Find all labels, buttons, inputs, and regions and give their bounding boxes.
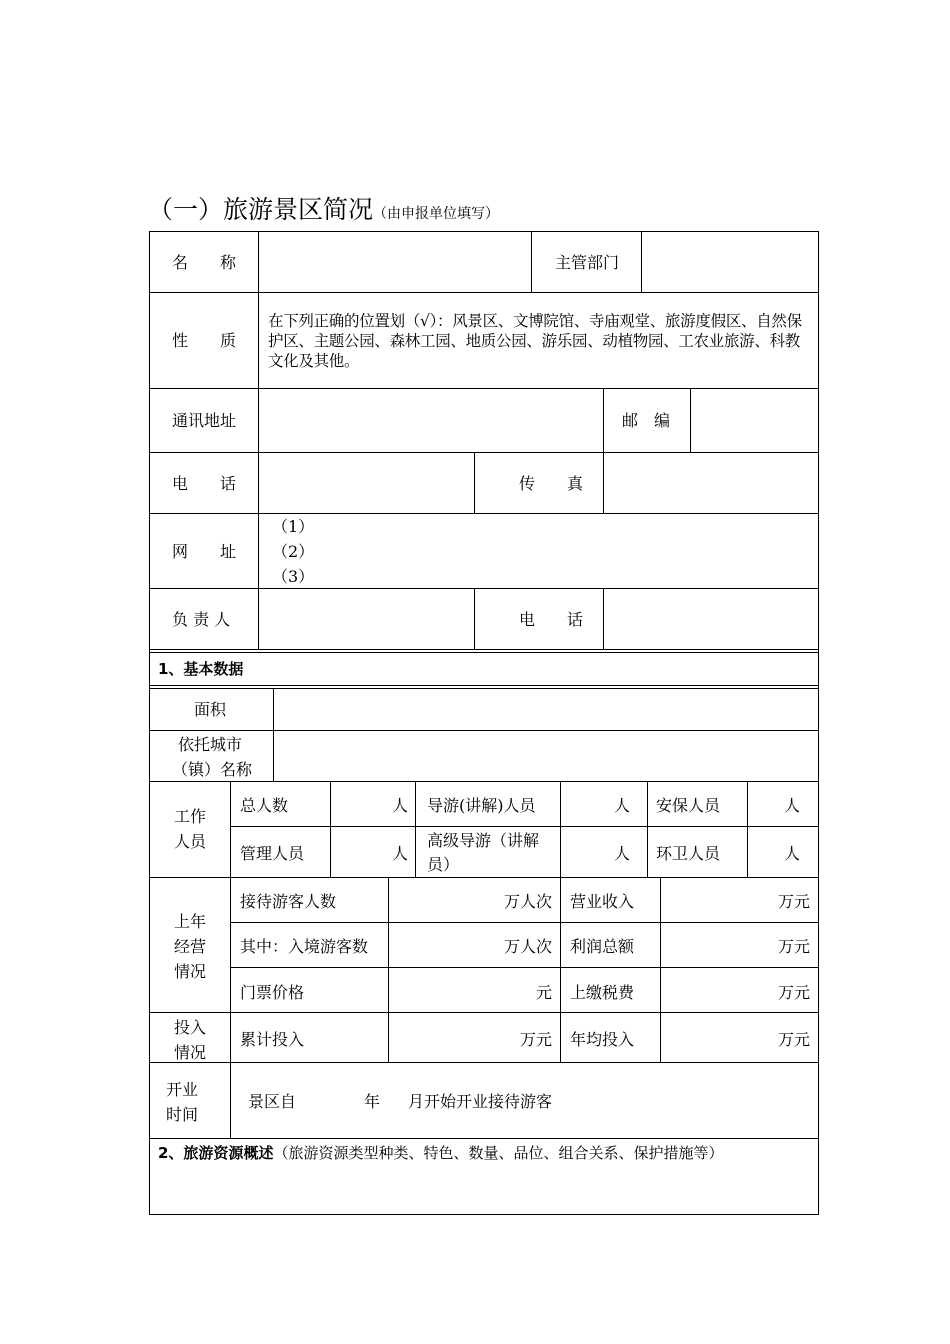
title-main: （一）旅游景区简况 (148, 195, 374, 224)
staff-label-line2: 人员 (174, 832, 207, 851)
table-rule-horizontal (150, 652, 818, 653)
table-rule-horizontal (150, 292, 818, 293)
title-note: （由申报单位填写） (373, 206, 500, 222)
nature-label: 性 质 (172, 331, 237, 350)
manager-label: 负 责 人 (172, 610, 231, 629)
name-label: 名 称 (172, 253, 237, 272)
fax-field[interactable] (608, 456, 814, 509)
table-rule-horizontal (150, 688, 818, 689)
table-rule-horizontal (230, 826, 818, 827)
website-item-3[interactable]: （3） (272, 567, 315, 586)
table-rule-horizontal (150, 730, 818, 731)
manager-phone-label: 电 话 (519, 610, 584, 629)
name-field[interactable] (272, 236, 527, 288)
nature-options[interactable]: 在下列正确的位置划（√）：风景区、文博院馆、寺庙观堂、旅游度假区、自然保护区、主题公园、森林工园、地质公园、游乐园、动植物园、工农业旅游、科教文化及其他。 (268, 312, 802, 370)
postcode-field[interactable] (695, 392, 813, 448)
ops-label-line3: 情况 (174, 962, 207, 981)
table-rule-vertical (603, 452, 604, 513)
manager-phone-field[interactable] (608, 592, 814, 645)
table-rule-vertical (603, 388, 604, 452)
phone-label: 电 话 (172, 474, 237, 493)
table-rule-vertical (560, 781, 561, 877)
ops-revenue-unit[interactable]: 万元 (777, 892, 810, 911)
ops-profit-label: 利润总额 (570, 937, 635, 956)
table-rule-vertical (273, 688, 274, 781)
staff-guides-unit[interactable]: 人 (613, 796, 630, 815)
invest-label-line1: 投入 (174, 1018, 207, 1037)
table-rule-vertical (747, 781, 748, 877)
table-rule-horizontal (150, 388, 818, 389)
ops-tax-unit[interactable]: 万元 (777, 983, 810, 1002)
staff-sanitation-label: 环卫人员 (656, 844, 721, 863)
table-rule-vertical (415, 781, 416, 877)
opening-prefix: 景区自 (248, 1092, 297, 1111)
table-rule-horizontal (150, 513, 818, 514)
section1-title: 1、基本数据 (158, 660, 244, 678)
website-item-1[interactable]: （1） (272, 517, 315, 536)
dept-field[interactable] (646, 236, 814, 288)
city-field[interactable] (278, 734, 814, 778)
ops-visitors-label: 接待游客人数 (240, 892, 337, 911)
invest-cumulative-label: 累计投入 (240, 1030, 305, 1049)
staff-senior-guides-label: 高级导游（讲解员） (427, 831, 540, 874)
table-rule-vertical (641, 232, 642, 292)
opening-label-line2: 时间 (166, 1105, 199, 1124)
staff-security-label: 安保人员 (656, 796, 721, 815)
website-label: 网 址 (172, 542, 237, 561)
table-rule-horizontal (150, 1012, 818, 1013)
invest-annual-unit[interactable]: 万元 (777, 1030, 810, 1049)
table-rule-vertical (560, 877, 561, 1062)
area-field[interactable] (278, 692, 814, 727)
table-rule-horizontal (150, 877, 818, 878)
table-rule-horizontal (150, 1138, 818, 1139)
page-title (148, 190, 499, 226)
opening-year[interactable]: 年 (364, 1092, 381, 1111)
staff-guides-label: 导游(讲解)人员 (427, 796, 536, 815)
phone-field[interactable] (262, 456, 470, 509)
staff-senior-guides-unit[interactable]: 人 (613, 844, 630, 863)
staff-total-label: 总人数 (240, 796, 289, 815)
table-rule-horizontal (150, 1062, 818, 1063)
staff-label-line1: 工作 (174, 807, 207, 826)
invest-annual-label: 年均投入 (570, 1030, 635, 1049)
ops-profit-unit[interactable]: 万元 (777, 937, 810, 956)
city-label-line2: （镇）名称 (172, 760, 253, 779)
staff-sanitation-unit[interactable]: 人 (783, 844, 800, 863)
table-rule-horizontal (230, 922, 818, 923)
table-rule-vertical (230, 781, 231, 1138)
section2-note: （旅游资源类型种类、特色、数量、品位、组合关系、保护措施等） (273, 1144, 724, 1162)
table-rule-horizontal (150, 588, 818, 589)
website-item-2[interactable]: （2） (272, 542, 315, 561)
table-rule-vertical (603, 588, 604, 649)
staff-total-unit[interactable]: 人 (391, 796, 408, 815)
section2-title: 2、旅游资源概述 (158, 1144, 274, 1162)
ops-ticket-unit[interactable]: 元 (535, 983, 552, 1002)
staff-security-unit[interactable]: 人 (783, 796, 800, 815)
area-label: 面积 (194, 700, 227, 719)
table-rule-horizontal (230, 967, 818, 968)
table-rule-vertical (388, 877, 389, 1062)
ops-revenue-label: 营业收入 (570, 892, 635, 911)
invest-label-line2: 情况 (174, 1043, 207, 1062)
fax-label: 传 真 (519, 474, 584, 493)
section2-header (158, 1141, 723, 1165)
postcode-label: 邮 编 (622, 411, 671, 430)
table-rule-vertical (690, 388, 691, 452)
opening-label-line1: 开业 (166, 1080, 199, 1099)
invest-cumulative-unit[interactable]: 万元 (519, 1030, 552, 1049)
table-rule-vertical (474, 452, 475, 513)
staff-managers-unit[interactable]: 人 (391, 844, 408, 863)
ops-inbound-unit[interactable]: 万人次 (503, 937, 552, 956)
ops-visitors-unit[interactable]: 万人次 (503, 892, 552, 911)
table-rule-vertical (474, 588, 475, 649)
ops-label-line2: 经营 (174, 937, 207, 956)
table-rule-vertical (531, 232, 532, 292)
ops-tax-label: 上缴税费 (570, 983, 635, 1002)
table-rule-horizontal (150, 685, 818, 686)
table-rule-vertical (660, 877, 661, 1062)
section2-field[interactable] (156, 1168, 812, 1212)
opening-month-text[interactable]: 月开始开业接待游客 (408, 1092, 553, 1111)
table-rule-vertical (330, 781, 331, 877)
ops-inbound-label: 其中：入境游客数 (240, 937, 369, 956)
manager-field[interactable] (262, 592, 470, 645)
table-rule-vertical (647, 781, 648, 877)
table-rule-vertical (258, 232, 259, 649)
scenic-area-form (149, 231, 819, 1215)
city-label-line1: 依托城市 (178, 735, 243, 754)
staff-managers-label: 管理人员 (240, 844, 305, 863)
table-rule-horizontal (150, 649, 818, 650)
address-label: 通讯地址 (172, 411, 237, 430)
dept-label: 主管部门 (555, 253, 620, 272)
address-field[interactable] (262, 392, 598, 448)
table-rule-horizontal (150, 452, 818, 453)
ops-label-line1: 上年 (174, 912, 207, 931)
ops-ticket-label: 门票价格 (240, 983, 305, 1002)
